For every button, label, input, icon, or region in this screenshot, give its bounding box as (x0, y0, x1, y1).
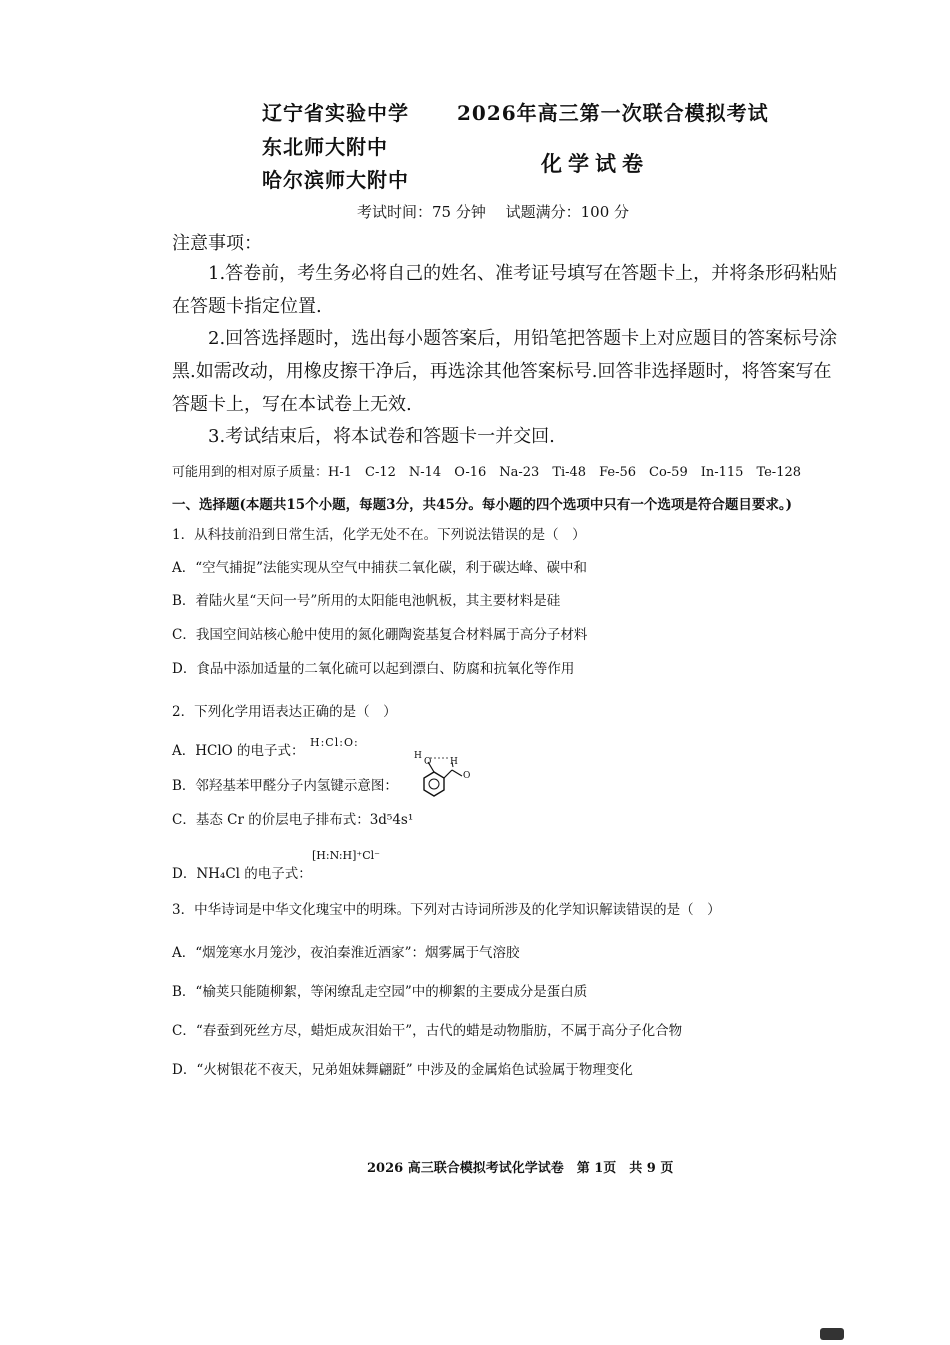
question-2-option-d: D．NH₄Cl 的电子式： (172, 866, 312, 882)
school-name-3: 哈尔滨师大附中 (262, 168, 409, 192)
note-item-3: 3.考试结束后，将本试卷和答题卡一并交回. (208, 426, 555, 447)
exam-time-info: 考试时间：75 分钟 试题满分：100 分 (357, 203, 630, 221)
atomic-masses: 可能用到的相对原子质量：H-1 C-12 N-14 O-16 Na-23 Ti-48 Fe-56 Co-59 In-115 Te-128 (172, 465, 802, 480)
nh4cl-electron-formula: [H:N:H]⁺Cl⁻ (312, 849, 380, 862)
structure-o-label: O (424, 757, 432, 767)
question-1-option-b: B．着陆火星“天问一号”所用的太阳能电池帆板，其主要材料是硅 (172, 593, 561, 609)
structure-h-label-aldehyde: H (450, 757, 458, 767)
note-item-1: 1.答卷前，考生务必将自己的姓名、准考证号填写在答题卡上，并将条形码粘贴在答题卡指定位置. (172, 263, 838, 317)
question-2-option-a: A．HClO 的电子式： (172, 743, 305, 759)
question-3-stem: 3．中华诗词是中华文化瑰宝中的明珠。下列对古诗词所涉及的化学知识解读错误的是（ ） (172, 902, 721, 918)
question-2-option-c: C．基态 Cr 的价层电子排布式：3d⁵4s¹ (172, 812, 414, 828)
notes-heading: 注意事项： (172, 233, 262, 254)
section-heading: 一、选择题(本题共15个小题，每题3分，共45分。每小题的四个选项中只有一个选项是符合题目要求。) (172, 497, 792, 513)
page-footer: 2026 高三联合模拟考试化学试卷 第 1页 共 9 页 (367, 1161, 674, 1176)
question-1-option-a: A．“空气捕捉”法能实现从空气中捕获二氧化碳，利于碳达峰、碳中和 (172, 560, 588, 576)
question-2-stem: 2．下列化学用语表达正确的是（ ） (172, 704, 397, 720)
hclo-electron-formula: H:Cl:O: (310, 736, 359, 749)
question-1-stem: 1．从科技前沿到日常生活，化学无处不在。下列说法错误的是（ ） (172, 527, 586, 543)
school-name-2: 东北师大附中 (262, 135, 388, 159)
structure-h-label: H (414, 751, 422, 761)
question-3-option-d: D．“火树银花不夜天，兄弟姐妹舞翩跹” 中涉及的金属焰色试验属于物理变化 (172, 1062, 633, 1078)
scanner-watermark-icon (820, 1328, 844, 1340)
note-item-2: 2.回答选择题时，选出每小题答案后，用铅笔把答题卡上对应题目的答案标号涂黑.如需改动，用橡皮擦干净后，再选涂其他答案标号.回答非选择题时，将答案写在答题卡上，写在本试卷上无效. (172, 328, 838, 415)
subject-title: 化学试卷 (541, 151, 649, 176)
question-1-option-c: C．我国空间站核心舱中使用的氮化硼陶瓷基复合材料属于高分子材料 (172, 627, 588, 643)
question-3-option-b: B．“榆荚只能随柳絮，等闲缭乱走空园”中的柳絮的主要成分是蛋白质 (172, 984, 588, 1000)
question-3-option-a: A．“烟笼寒水月笼沙，夜泊秦淮近酒家”：烟雾属于气溶胶 (172, 945, 520, 961)
exam-title: 2026年高三第一次联合模拟考试 (457, 101, 769, 125)
question-1-option-d: D．食品中添加适量的二氧化硫可以起到漂白、防腐和抗氧化等作用 (172, 661, 575, 677)
structure-o-label-aldehyde: O (463, 771, 471, 781)
question-2-option-b: B．邻羟基苯甲醛分子内氢键示意图： (172, 778, 398, 794)
question-3-option-c: C．“春蚕到死丝方尽，蜡炬成灰泪始干”，古代的蜡是动物脂肪，不属于高分子化合物 (172, 1023, 683, 1039)
school-name-1: 辽宁省实验中学 (262, 101, 409, 125)
